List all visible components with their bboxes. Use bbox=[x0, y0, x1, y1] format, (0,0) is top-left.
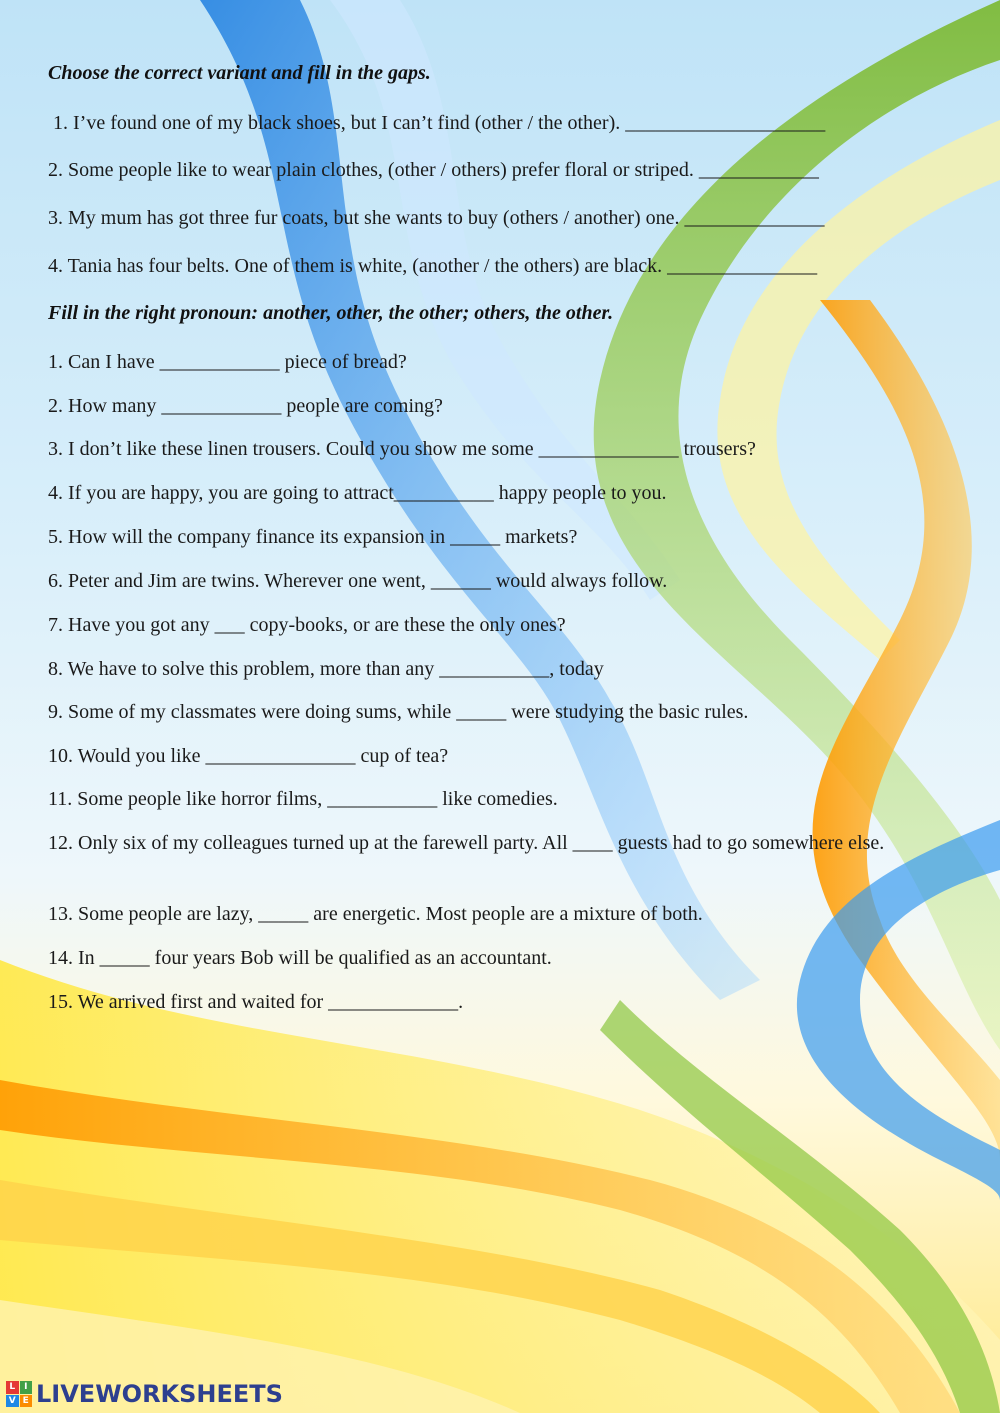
section2-item-8: 8. We have to solve this problem, more than any ___________, today bbox=[48, 658, 604, 680]
section1-item-3: 3. My mum has got three fur coats, but she wants to buy (others / another) one. ______________ bbox=[48, 207, 825, 229]
section2-item-11: 11. Some people like horror films, ___________ like comedies. bbox=[48, 788, 558, 810]
section1-heading: Choose the correct variant and fill in the gaps. bbox=[48, 62, 431, 84]
section2-item-6: 6. Peter and Jim are twins. Wherever one went, ______ would always follow. bbox=[48, 570, 668, 592]
section2-item-12: 12. Only six of my colleagues turned up at the farewell party. All ____ guests had to go somewhere else. bbox=[48, 832, 885, 854]
logo-text: LIVEWORKSHEETS bbox=[36, 1380, 283, 1408]
liveworksheets-logo[interactable] bbox=[6, 1380, 283, 1408]
section2-item-15: 15. We arrived first and waited for _____________. bbox=[48, 991, 464, 1013]
section2-item-3: 3. I don’t like these linen trousers. Could you show me some ______________ trousers? bbox=[48, 438, 756, 460]
section1-item-2: 2. Some people like to wear plain clothes, (other / others) prefer floral or striped. ____________ bbox=[48, 159, 819, 181]
section2-item-13: 13. Some people are lazy, _____ are energetic. Most people are a mixture of both. bbox=[48, 903, 703, 925]
logo-mark-letter-1: L bbox=[6, 1381, 19, 1394]
logo-mark-letter-4: E bbox=[20, 1395, 33, 1408]
section2-heading: Fill in the right pronoun: another, other, the other; others, the other. bbox=[48, 302, 614, 324]
logo-mark-letter-3: V bbox=[6, 1395, 19, 1408]
section2-item-4: 4. If you are happy, you are going to attract__________ happy people to you. bbox=[48, 482, 667, 504]
logo-mark-letter-2: I bbox=[20, 1381, 33, 1394]
section2-item-10: 10. Would you like _______________ cup of tea? bbox=[48, 745, 449, 767]
section2-item-2: 2. How many ____________ people are coming? bbox=[48, 395, 443, 417]
section2-item-7: 7. Have you got any ___ copy-books, or are these the only ones? bbox=[48, 614, 566, 636]
section2-item-14: 14. In _____ four years Bob will be qualified as an accountant. bbox=[48, 947, 552, 969]
section1-item-4: 4. Tania has four belts. One of them is white, (another / the others) are black. _______________ bbox=[48, 255, 818, 277]
section2-item-1: 1. Can I have ____________ piece of bread? bbox=[48, 351, 407, 373]
logo-mark-icon bbox=[6, 1381, 32, 1407]
section2-item-9: 9. Some of my classmates were doing sums, while _____ were studying the basic rules. bbox=[48, 701, 749, 723]
section1-item-1: 1. I’ve found one of my black shoes, but I can’t find (other / the other). ____________________ bbox=[48, 112, 826, 134]
section2-item-5: 5. How will the company finance its expansion in _____ markets? bbox=[48, 526, 578, 548]
